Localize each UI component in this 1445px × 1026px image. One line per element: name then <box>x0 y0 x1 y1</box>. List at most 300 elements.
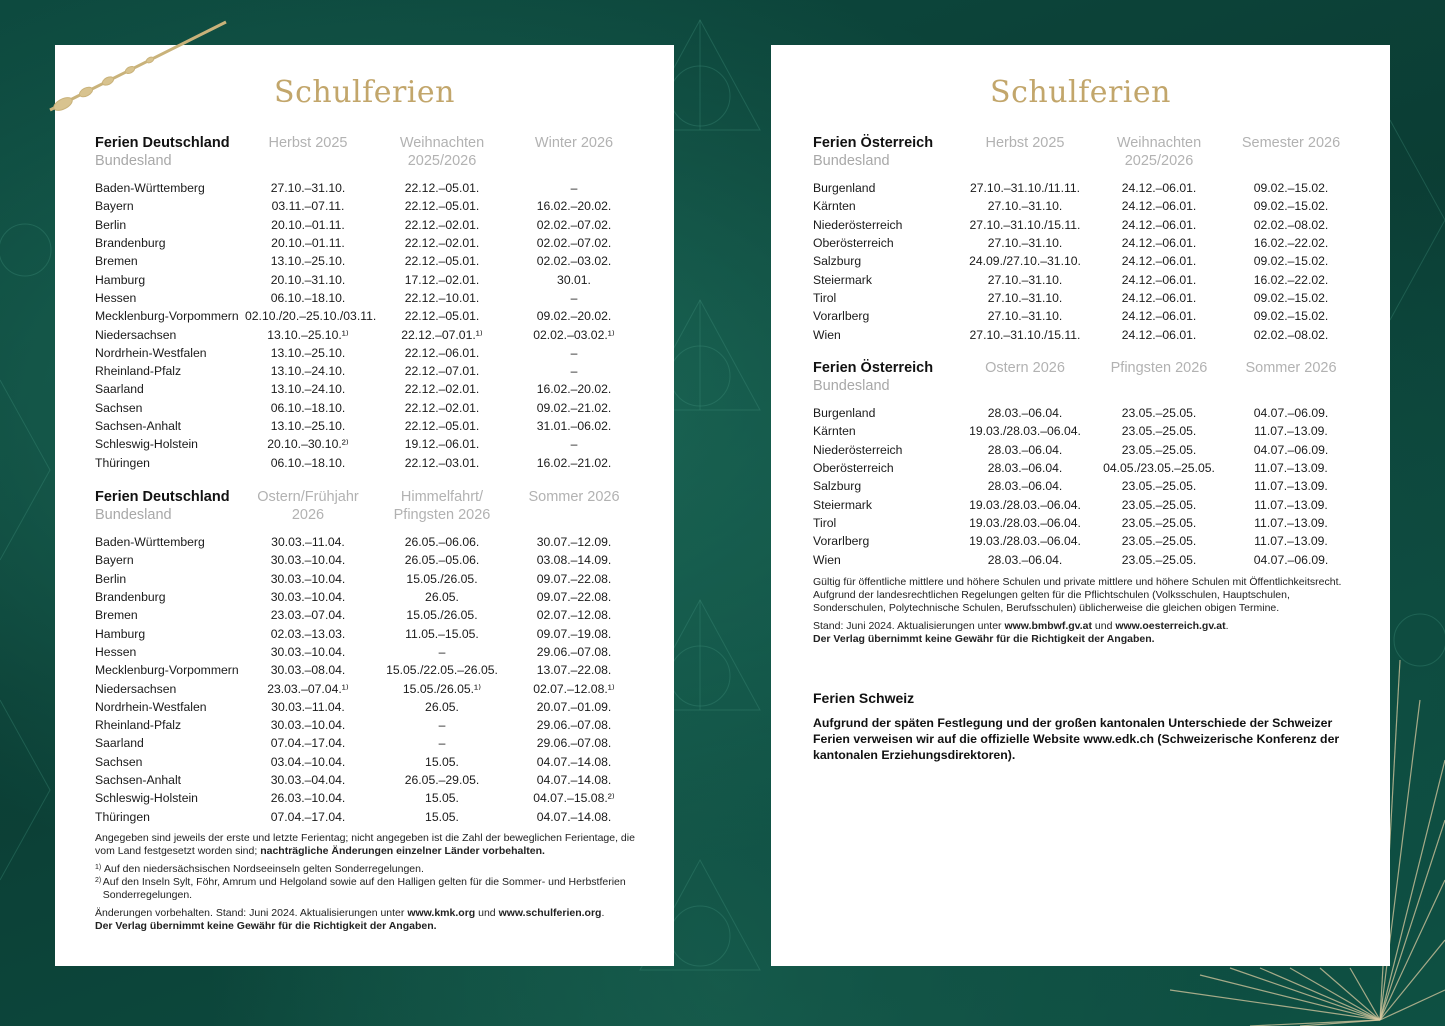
date-cell: 20.10.–01.11. <box>271 236 345 251</box>
date-cell: 28.03.–06.04. <box>987 461 1063 476</box>
table-row <box>95 362 635 380</box>
table-row <box>95 252 635 270</box>
date-cell: 28.03.–06.04. <box>987 406 1063 421</box>
date-cell: 29.06.–07.08. <box>536 736 612 751</box>
link-oesterreich[interactable]: www.oesterreich.gv.at <box>1115 620 1226 632</box>
table-row <box>813 289 1353 307</box>
header-period <box>1229 359 1353 395</box>
date-cell: 02.02.–03.02. <box>536 254 612 269</box>
header-period <box>1089 134 1229 170</box>
spacer-cell <box>95 170 635 179</box>
date-cell: 09.02.–21.02. <box>536 400 612 415</box>
header-title: Ferien Deutschland <box>95 135 230 151</box>
date-cell: – <box>570 364 578 379</box>
date-cell: 24.12.–06.01. <box>1121 309 1197 324</box>
state-name: Saarland <box>95 382 144 397</box>
date-cell: 22.12.–05.01. <box>404 254 480 269</box>
header-line: 2026 <box>291 507 325 523</box>
header-line: Sommer 2026 <box>528 489 620 505</box>
header-period <box>245 488 371 524</box>
state-name: Brandenburg <box>95 590 166 605</box>
table-row <box>813 477 1353 495</box>
date-cell: 17.12.–02.01. <box>404 272 480 287</box>
table-row <box>95 307 635 325</box>
state-name: Burgenland <box>813 406 876 421</box>
state-name: Mecklenburg-Vorpommern <box>95 309 239 324</box>
update-note <box>95 907 635 933</box>
header-period <box>1229 134 1353 170</box>
state-name: Bremen <box>95 254 138 269</box>
state-name: Berlin <box>95 571 127 586</box>
update-text: Stand: Juni 2024. Aktualisierungen unter <box>813 620 1005 632</box>
date-cell: 30.03.–11.04. <box>271 699 345 714</box>
header-title: Ferien Österreich <box>813 360 934 376</box>
date-cell: 26.05. <box>425 699 459 714</box>
date-cell: 24.12.–06.01. <box>1121 290 1197 305</box>
spacer-row <box>813 395 1353 404</box>
date-cell: 02.07.–12.08.¹⁾ <box>533 681 615 696</box>
date-cell: 15.05. <box>425 791 459 806</box>
header-row <box>95 134 635 170</box>
date-cell: 22.12.–06.01. <box>404 345 480 360</box>
date-cell: 22.12.–10.01. <box>404 290 480 305</box>
date-cell: 22.12.–05.01. <box>404 181 480 196</box>
page-title: Schulferien <box>990 75 1171 110</box>
date-cell: 23.05.–25.05. <box>1121 515 1197 530</box>
wand-icon <box>38 18 238 123</box>
table-row <box>95 399 635 417</box>
state-name: Thüringen <box>95 455 150 470</box>
table-row <box>813 495 1353 513</box>
date-cell: 04.07.–15.08.²⁾ <box>533 791 615 806</box>
date-cell: 27.10.–31.10./15.11. <box>969 327 1081 342</box>
date-cell: 19.03./28.03.–06.04. <box>969 424 1081 439</box>
date-cell: 15.05./26.05. <box>406 571 478 586</box>
date-cell: 22.12.–02.01. <box>404 400 480 415</box>
date-cell: 30.03.–10.04. <box>270 718 346 733</box>
austria-table-easter-summer <box>813 359 1353 569</box>
date-cell: 22.12.–07.01. <box>404 364 480 379</box>
header-title: Ferien Österreich <box>813 135 934 151</box>
header-line: Weihnachten <box>399 135 485 151</box>
date-cell: 09.02.–15.02. <box>1253 290 1329 305</box>
date-cell: 04.07.–14.08. <box>536 773 612 787</box>
note-paragraph: Gültig für öffentliche mittlere und höhere Schulen und private mittlere und höhere Schulen mit Öffentlichkeitsrecht. Aufgrund der landesrechtlichen Regelungen gelten für die Pflichtschulen (Volksschulen, Hauptschulen, Sonderschulen, Polytechnische Schulen, Berufsschulen) üblicherweise die gleichen obigen Termine. <box>813 576 1342 614</box>
table-row <box>95 771 635 789</box>
update-text: . <box>601 907 605 919</box>
date-cell: 07.04.–17.04. <box>270 736 346 751</box>
footnote-text: Auf den Inseln Sylt, Föhr, Amrum und Helgoland sowie auf den Halligen gelten für die Sommer- und Herbstferien Sonderregelungen. <box>102 876 626 901</box>
date-cell: 02.02.–08.02. <box>1253 327 1329 342</box>
header-line: Semester 2026 <box>1241 135 1341 151</box>
state-name: Niedersachsen <box>95 327 177 342</box>
table-row <box>95 344 635 362</box>
table-row <box>813 441 1353 459</box>
footnote-2 <box>95 876 635 902</box>
table-row <box>813 234 1353 252</box>
state-name: Oberösterreich <box>813 461 894 476</box>
date-cell: 09.02.–15.02. <box>1253 309 1329 324</box>
link-schulferien[interactable]: www.schulferien.org <box>498 907 602 919</box>
header-line: Ostern 2026 <box>985 360 1065 376</box>
date-cell: 20.10.–30.10.²⁾ <box>267 437 349 452</box>
spacer-cell <box>813 395 1353 404</box>
date-cell: 09.02.–15.02. <box>1253 199 1329 214</box>
date-cell: 13.10.–25.10.¹⁾ <box>267 327 349 342</box>
header-line: Sommer 2026 <box>1245 360 1337 376</box>
date-cell: 28.03.–06.04. <box>987 552 1063 567</box>
date-cell: 11.05.–15.05. <box>405 626 479 641</box>
date-cell: 27.10.–31.10./15.11. <box>969 217 1081 232</box>
date-cell: 13.10.–25.10. <box>270 254 346 269</box>
austria-table-autumn-semester <box>813 134 1353 344</box>
table-row <box>95 588 635 606</box>
state-name: Burgenland <box>813 181 876 196</box>
state-name: Kärnten <box>813 424 856 439</box>
state-name: Thüringen <box>95 809 150 824</box>
table-row <box>95 679 635 697</box>
state-name: Sachsen <box>95 754 143 769</box>
state-name: Brandenburg <box>95 236 166 251</box>
header-line: Herbst 2025 <box>985 135 1065 151</box>
date-cell: 09.07.–19.08. <box>536 626 612 641</box>
link-bmbwf[interactable]: www.bmbwf.gv.at <box>1004 620 1092 632</box>
table-row <box>95 753 635 771</box>
date-cell: 04.07.–14.08. <box>536 809 612 824</box>
state-name: Hamburg <box>95 626 146 641</box>
date-cell: 16.02.–20.02. <box>536 199 612 214</box>
date-cell: 23.05.–25.05. <box>1121 552 1197 567</box>
date-cell: 09.02.–15.02. <box>1253 181 1329 196</box>
date-cell: 02.02.–07.02. <box>536 217 612 232</box>
date-cell: 30.03.–10.04. <box>270 571 346 586</box>
table-row <box>95 624 635 642</box>
table-row <box>95 289 635 307</box>
state-name: Kärnten <box>813 199 856 214</box>
date-cell: 23.05.–25.05. <box>1121 534 1197 549</box>
header-bundesland <box>95 488 245 524</box>
date-cell: 13.10.–25.10. <box>270 345 346 360</box>
state-name: Niedersachsen <box>95 681 177 696</box>
header-line: 2025/2026 <box>1124 153 1194 169</box>
date-cell: 19.03./28.03.–06.04. <box>969 534 1081 549</box>
header-line: Ostern/Frühjahr <box>257 489 359 505</box>
header-line: Himmelfahrt/ <box>400 489 484 505</box>
date-cell: 26.05.–06.06. <box>404 535 480 550</box>
state-name: Hamburg <box>95 272 146 287</box>
date-cell: – <box>570 290 578 305</box>
date-cell: 26.03.–10.04. <box>270 791 346 806</box>
date-cell: – <box>438 718 446 733</box>
date-cell: 30.03.–08.04. <box>270 663 346 678</box>
table-header <box>813 359 1353 395</box>
table-row <box>95 789 635 807</box>
table-row <box>95 606 635 624</box>
date-cell: 20.10.–31.10. <box>270 272 346 287</box>
table-row <box>95 453 635 471</box>
date-cell: 13.10.–24.10. <box>270 364 346 379</box>
header-period <box>513 488 635 524</box>
germany-table-spring-summer <box>95 488 635 826</box>
date-cell: 20.07.–01.09. <box>536 699 612 714</box>
page-title: Schulferien <box>274 75 455 110</box>
date-cell: 04.07.–06.09. <box>1253 442 1329 457</box>
date-cell: 16.02.–22.02. <box>1253 236 1329 251</box>
date-cell: 24.09./27.10.–31.10. <box>969 254 1081 269</box>
date-cell: 15.05./22.05.–26.05. <box>386 663 498 678</box>
state-name: Saarland <box>95 736 144 751</box>
date-cell: 15.05. <box>425 809 459 824</box>
date-cell: 30.03.–04.04. <box>270 773 346 787</box>
header-line: Pfingsten 2026 <box>1110 360 1208 376</box>
switzerland-text: Aufgrund der späten Festlegung und der großen kantonalen Unterschiede der Schweizer Ferien verweisen wir auf die offizielle Website www.edk.ch (Schweizerische Konferenz der kantonalen Erziehungsdirektoren). <box>813 716 1340 762</box>
footnote-mark: 1) <box>95 864 102 871</box>
date-cell: 30.07.–12.09. <box>536 535 612 550</box>
table-row <box>95 216 635 234</box>
state-name: Rheinland-Pfalz <box>95 364 182 379</box>
state-name: Bayern <box>95 553 134 568</box>
header-period <box>371 488 513 524</box>
table-row <box>813 307 1353 325</box>
note-paragraph <box>95 832 635 858</box>
state-name: Wien <box>813 552 841 567</box>
header-subtitle: Bundesland <box>95 153 172 169</box>
state-name: Hessen <box>95 290 137 305</box>
spacer-row <box>95 170 635 179</box>
header-row <box>813 359 1353 395</box>
table-row <box>813 404 1353 422</box>
table-row <box>95 435 635 453</box>
left-page <box>55 45 674 966</box>
date-cell: 02.10./20.–25.10./03.11. <box>245 309 377 324</box>
date-cell: 24.12.–06.01. <box>1121 236 1197 251</box>
state-name: Bremen <box>95 608 138 623</box>
date-cell: 11.07.–13.09. <box>1254 461 1328 476</box>
date-cell: 22.12.–07.01.¹⁾ <box>401 327 483 342</box>
date-cell: 02.02.–03.02.¹⁾ <box>533 327 615 342</box>
state-name: Baden-Württemberg <box>95 181 205 196</box>
date-cell: 13.10.–24.10. <box>270 382 346 397</box>
date-cell: 11.07.–13.09. <box>1254 534 1328 549</box>
table-row <box>95 270 635 288</box>
table-row <box>813 325 1353 343</box>
date-cell: 23.05.–25.05. <box>1121 497 1197 512</box>
date-cell: 24.12.–06.01. <box>1121 272 1197 287</box>
date-cell: 06.10.–18.10. <box>270 290 346 305</box>
date-cell: 27.10.–31.10. <box>987 290 1063 305</box>
header-line: 2025/2026 <box>407 153 477 169</box>
date-cell: 06.10.–18.10. <box>270 400 346 415</box>
state-name: Sachsen-Anhalt <box>95 773 182 787</box>
header-line: Winter 2026 <box>534 135 614 151</box>
date-cell: 06.10.–18.10. <box>270 455 346 470</box>
date-cell: 24.12.–06.01. <box>1121 181 1197 196</box>
date-cell: 22.12.–05.01. <box>404 309 480 324</box>
header-subtitle: Bundesland <box>813 153 890 169</box>
update-text: und <box>1091 620 1116 632</box>
header-period <box>371 134 513 170</box>
date-cell: 29.06.–07.08. <box>536 718 612 733</box>
date-cell: 30.01. <box>557 272 591 287</box>
date-cell: 27.10.–31.10. <box>987 272 1063 287</box>
date-cell: 30.03.–11.04. <box>271 535 345 550</box>
date-cell: 27.10.–31.10. <box>270 181 346 196</box>
table-row <box>813 252 1353 270</box>
table-row <box>95 380 635 398</box>
date-cell: – <box>438 644 446 659</box>
update-text: Änderungen vorbehalten. Stand: Juni 2024. Aktualisierungen unter <box>95 907 408 919</box>
date-cell: 07.04.–17.04. <box>270 809 346 824</box>
table-body <box>95 524 635 826</box>
switzerland-heading: Ferien Schweiz <box>813 690 915 706</box>
date-cell: 04.07.–14.08. <box>536 754 612 769</box>
footnote-1 <box>95 863 635 876</box>
date-cell: 24.12.–06.01. <box>1121 217 1197 232</box>
date-cell: 02.02.–08.02. <box>1253 217 1329 232</box>
date-cell: 02.02.–07.02. <box>536 236 612 251</box>
date-cell: 16.02.–21.02. <box>536 455 612 470</box>
date-cell: 28.03.–06.04. <box>987 442 1063 457</box>
header-line: Pfingsten 2026 <box>393 507 491 523</box>
state-name: Tirol <box>813 515 837 530</box>
date-cell: 30.03.–10.04. <box>270 644 346 659</box>
table-row <box>95 570 635 588</box>
table-row <box>95 551 635 569</box>
table-body <box>813 170 1353 344</box>
table-row <box>95 698 635 716</box>
state-name: Schleswig-Holstein <box>95 437 198 452</box>
date-cell: 13.07.–22.08. <box>536 663 612 678</box>
table-row <box>813 459 1353 477</box>
date-cell: 23.05.–25.05. <box>1121 406 1197 421</box>
table-header <box>95 134 635 170</box>
date-cell: 04.07.–06.09. <box>1253 406 1329 421</box>
date-cell: 09.07.–22.08. <box>536 590 612 605</box>
state-name: Tirol <box>813 290 837 305</box>
date-cell: 16.02.–22.02. <box>1253 272 1329 287</box>
state-name: Niederösterreich <box>813 217 903 232</box>
date-cell: 09.02.–15.02. <box>1253 254 1329 269</box>
header-period <box>513 134 635 170</box>
table-row <box>95 716 635 734</box>
date-cell: 27.10.–31.10./11.11. <box>969 181 1080 196</box>
spacer-cell <box>95 524 635 533</box>
link-kmk[interactable]: www.kmk.org <box>407 907 476 919</box>
state-name: Nordrhein-Westfalen <box>95 345 207 360</box>
state-name: Baden-Württemberg <box>95 535 205 550</box>
date-cell: 31.01.–06.02. <box>536 419 612 433</box>
date-cell: 27.10.–31.10. <box>987 309 1063 324</box>
table-row <box>813 422 1353 440</box>
table-row <box>95 197 635 215</box>
date-cell: 27.10.–31.10. <box>987 236 1063 251</box>
table-row <box>95 417 635 435</box>
date-cell: 09.07.–22.08. <box>536 571 612 586</box>
header-subtitle: Bundesland <box>95 507 172 523</box>
note-text: Angegeben sind jeweils der erste und letzte Ferientag; nicht angegeben ist die Zahl der beweglichen Ferientage, die vom Land festgesetzt worden sind; <box>95 832 635 857</box>
date-cell: 03.04.–10.04. <box>270 754 346 769</box>
update-text: . <box>1225 620 1229 632</box>
date-cell: 04.07.–06.09. <box>1253 552 1329 567</box>
date-cell: – <box>570 437 578 452</box>
footnotes <box>95 832 635 938</box>
header-bundesland <box>813 359 961 395</box>
footnote-mark: 2) <box>95 877 102 884</box>
disclaimer: Der Verlag übernimmt keine Gewähr für die Richtigkeit der Angaben. <box>813 633 1155 645</box>
date-cell: 30.03.–10.04. <box>270 590 346 605</box>
header-period <box>961 134 1089 170</box>
spacer-row <box>813 170 1353 179</box>
date-cell: 02.03.–13.03. <box>270 626 346 641</box>
date-cell: 26.05.–29.05. <box>404 773 480 787</box>
date-cell: 23.03.–07.04.¹⁾ <box>267 681 349 696</box>
right-page <box>771 45 1390 966</box>
header-bundesland <box>813 134 961 170</box>
date-cell: 16.02.–20.02. <box>536 382 612 397</box>
date-cell: 26.05.–05.06. <box>404 553 480 568</box>
date-cell: 30.03.–10.04. <box>270 553 346 568</box>
date-cell: 11.07.–13.09. <box>1254 515 1328 530</box>
state-name: Sachsen <box>95 400 143 415</box>
state-name: Salzburg <box>813 254 862 269</box>
date-cell: 02.07.–12.08. <box>536 608 612 623</box>
table-body <box>813 395 1353 569</box>
date-cell: 24.12.–06.01. <box>1121 199 1197 214</box>
spacer-cell <box>813 170 1353 179</box>
date-cell: 04.05./23.05.–25.05. <box>1103 461 1215 476</box>
update-text: und <box>475 907 499 919</box>
date-cell: 03.11.–07.11. <box>271 199 345 214</box>
germany-table-autumn-winter <box>95 134 635 472</box>
state-name: Niederösterreich <box>813 442 903 457</box>
state-name: Berlin <box>95 217 127 232</box>
state-name: Schleswig-Holstein <box>95 791 198 806</box>
date-cell: 22.12.–05.01. <box>404 419 480 433</box>
date-cell: 23.05.–25.05. <box>1121 424 1197 439</box>
table-row <box>95 661 635 679</box>
date-cell: 24.12.–06.01. <box>1121 254 1197 269</box>
update-note <box>813 620 1363 646</box>
date-cell: – <box>570 181 578 196</box>
header-period <box>1089 359 1229 395</box>
header-subtitle: Bundesland <box>813 378 890 394</box>
table-row <box>95 734 635 752</box>
table-row <box>813 179 1353 197</box>
table-header <box>95 488 635 524</box>
state-name: Hessen <box>95 644 137 659</box>
date-cell: 22.12.–03.01. <box>404 455 480 470</box>
date-cell: 13.10.–25.10. <box>270 419 346 433</box>
spacer-row <box>95 524 635 533</box>
disclaimer: Der Verlag übernimmt keine Gewähr für die Richtigkeit der Angaben. <box>95 920 437 932</box>
date-cell: 23.05.–25.05. <box>1121 479 1197 494</box>
date-cell: 11.07.–13.09. <box>1254 424 1328 439</box>
table-body <box>95 170 635 472</box>
header-line: Herbst 2025 <box>268 135 348 151</box>
header-row <box>813 134 1353 170</box>
date-cell: 15.05. <box>425 754 459 769</box>
date-cell: 23.03.–07.04. <box>270 608 346 623</box>
date-cell: 20.10.–01.11. <box>271 217 345 232</box>
table-row <box>813 197 1353 215</box>
date-cell: 23.05.–25.05. <box>1121 442 1197 457</box>
date-cell: 03.08.–14.09. <box>536 553 612 568</box>
state-name: Steiermark <box>813 497 872 512</box>
state-name: Mecklenburg-Vorpommern <box>95 663 239 678</box>
table-header <box>813 134 1353 170</box>
state-name: Salzburg <box>813 479 862 494</box>
state-name: Steiermark <box>813 272 872 287</box>
